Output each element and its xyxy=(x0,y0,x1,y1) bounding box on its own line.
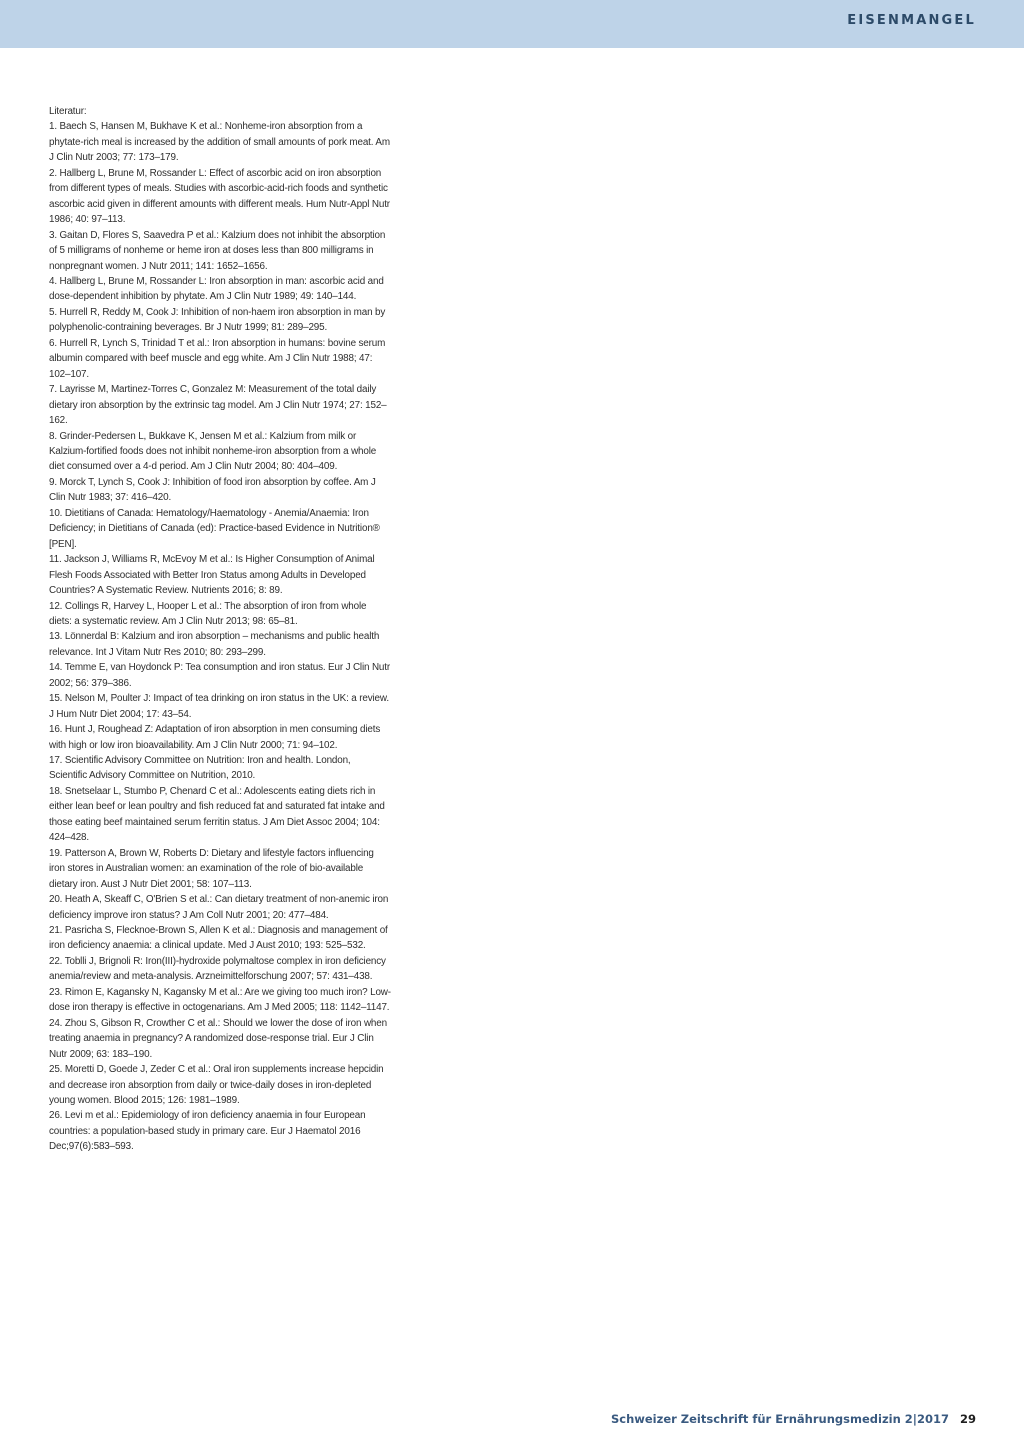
reference-list xyxy=(49,119,391,1154)
reference-item: 5. Hurrell R, Reddy M, Cook J: Inhibition of non-haem iron absorption in man by polyphenolic-contraining beverages. Br J Nutr 1999; 81: 289–295. xyxy=(49,306,386,334)
header-band xyxy=(0,0,1024,48)
reference-item: 9. Morck T, Lynch S, Cook J: Inhibition of food iron absorption by coffee. Am J Clin Nutr 1983; 37: 416–420. xyxy=(49,476,376,504)
reference-item: 6. Hurrell R, Lynch S, Trinidad T et al.: Iron absorption in humans: bovine serum albumin compared with beef muscle and egg white. Am J Clin Nutr 1988; 47: 102–107. xyxy=(49,337,386,380)
reference-item: 17. Scientific Advisory Committee on Nutrition: Iron and health. London, Scientific Advisory Committee on Nutrition, 2010. xyxy=(49,755,351,782)
reference-list-section xyxy=(49,104,391,1155)
reference-item: 14. Temme E, van Hoydonck P: Tea consumption and iron status. Eur J Clin Nutr 2002; 56: 379–386. xyxy=(49,662,391,689)
reference-item: 7. Layrisse M, Martinez-Torres C, Gonzalez M: Measurement of the total daily dietary iron absorption by the extrinsic tag model. Am J Clin Nutr 1974; 27: 152–162. xyxy=(49,384,387,427)
reference-item: 1. Baech S, Hansen M, Bukhave K et al.: Nonheme-iron absorption from a phytate-rich meal is increased by the addition of small amounts of pork meat. Am J Clin Nutr 2003; 77: 173–179. xyxy=(49,121,390,164)
references-heading: Literatur: xyxy=(49,106,87,117)
reference-item: 13. Lönnerdal B: Kalzium and iron absorption – mechanisms and public health relevance. Int J Vitam Nutr Res 2010; 80: 293–299. xyxy=(49,631,380,658)
reference-item: 3. Gaitan D, Flores S, Saavedra P et al.: Kalzium does not inhibit the absorption of 5 milligrams of nonheme or heme iron at doses less than 800 milligrams in nonpregnant women. J Nutr 2011; 141: 1652–1656. xyxy=(49,229,386,272)
reference-item: 11. Jackson J, Williams R, McEvoy M et al.: Is Higher Consumption of Animal Flesh Foods Associated with Better Iron Status among Adults in Developed Countries? A Systematic Review. Nutrients 2016; 8: 89. xyxy=(49,554,375,597)
reference-item: 15. Nelson M, Poulter J: Impact of tea drinking on iron status in the UK: a review. J Hum Nutr Diet 2004; 17: 43–54. xyxy=(49,693,389,720)
reference-item: 26. Levi m et al.: Epidemiology of iron deficiency anaemia in four European countries: a population-based study in primary care. Eur J Haematol 2016 Dec;97(6):583–593. xyxy=(49,1110,366,1153)
reference-item: 16. Hunt J, Roughead Z: Adaptation of iron absorption in men consuming diets with high or low iron bioavailability. Am J Clin Nutr 2000; 71: 94–102. xyxy=(49,724,381,751)
reference-item: 22. Toblli J, Brignoli R: Iron(III)-hydroxide polymaltose complex in iron deficiency anemia/review and meta-analysis. Arzneimittelforschung 2007; 57: 431–438. xyxy=(49,955,386,983)
journal-title: Schweizer Zeitschrift für Ernährungsmedizin 2|2017 xyxy=(610,1412,949,1426)
reference-item: 2. Hallberg L, Brune M, Rossander L: Effect of ascorbic acid on iron absorption from different types of meals. Studies with ascorbic-acid-rich foods and synthetic ascorbic acid given in different amounts with different meals. Hum Nutr-Appl Nutr 1986; 40: 97–113. xyxy=(49,167,390,226)
reference-item: 8. Grinder-Pedersen L, Bukkave K, Jensen M et al.: Kalzium from milk or Kalzium-fortified foods does not inhibit nonheme-iron absorption from a whole diet consumed over a 4-d period. Am J Clin Nutr 2004; 80: 404–409. xyxy=(49,430,377,473)
reference-item: 25. Moretti D, Goede J, Zeder C et al.: Oral iron supplements increase hepcidin and decrease iron absorption from daily or twice-daily doses in iron-depleted young women. Blood 2015; 126: 1981–1989. xyxy=(49,1064,384,1106)
reference-item: 4. Hallberg L, Brune M, Rossander L: Iron absorption in man: ascorbic acid and dose-dependent inhibition by phytate. Am J Clin Nutr 1989; 49: 140–144. xyxy=(49,275,384,303)
reference-item: 19. Patterson A, Brown W, Roberts D: Dietary and lifestyle factors influencing iron stores in Australian women: an examination of the role of bio-available dietary iron. Aust J Nutr Diet 2001; 58: 107–113. xyxy=(49,847,374,890)
reference-item: 20. Heath A, Skeaff C, O'Brien S et al.: Can dietary treatment of non-anemic iron deficiency improve iron status? J Am Coll Nutr 2001; 20: 477–484. xyxy=(49,894,389,921)
reference-item: 23. Rimon E, Kagansky N, Kagansky M et al.: Are we giving too much iron? Low-dose iron therapy is effective in octogenarians. Am J Med 2005; 118: 1142–1147. xyxy=(49,986,391,1014)
reference-item: 18. Snetselaar L, Stumbo P, Chenard C et al.: Adolescents eating diets rich in either lean beef or lean poultry and fish reduced fat and saturated fat intake and those eating beef maintained serum ferritin status. J Am Diet Assoc 2004; 104: 424–428. xyxy=(49,785,385,844)
section-title: EISENMANGEL xyxy=(847,13,976,28)
reference-item: 24. Zhou S, Gibson R, Crowther C et al.: Should we lower the dose of iron when treating anaemia in pregnancy? A randomized dose-response trial. Eur J Clin Nutr 2009; 63: 183–190. xyxy=(49,1017,387,1060)
reference-item: 12. Collings R, Harvey L, Hooper L et al.: The absorption of iron from whole diets: a systematic review. Am J Clin Nutr 2013; 98: 65–81. xyxy=(49,600,367,627)
page-footer xyxy=(611,1412,976,1426)
reference-item: 10. Dietitians of Canada: Hematology/Haematology - Anemia/Anaemia: Iron Deficiency; in Dietitians of Canada (ed): Practice-based Evidence in Nutrition® [PEN]. xyxy=(49,507,380,550)
reference-item: 21. Pasricha S, Flecknoe-Brown S, Allen K et al.: Diagnosis and management of iron deficiency anaemia: a clinical update. Med J Aust 2010; 193: 525–532. xyxy=(49,925,388,952)
page-number: 29 xyxy=(959,1412,976,1426)
